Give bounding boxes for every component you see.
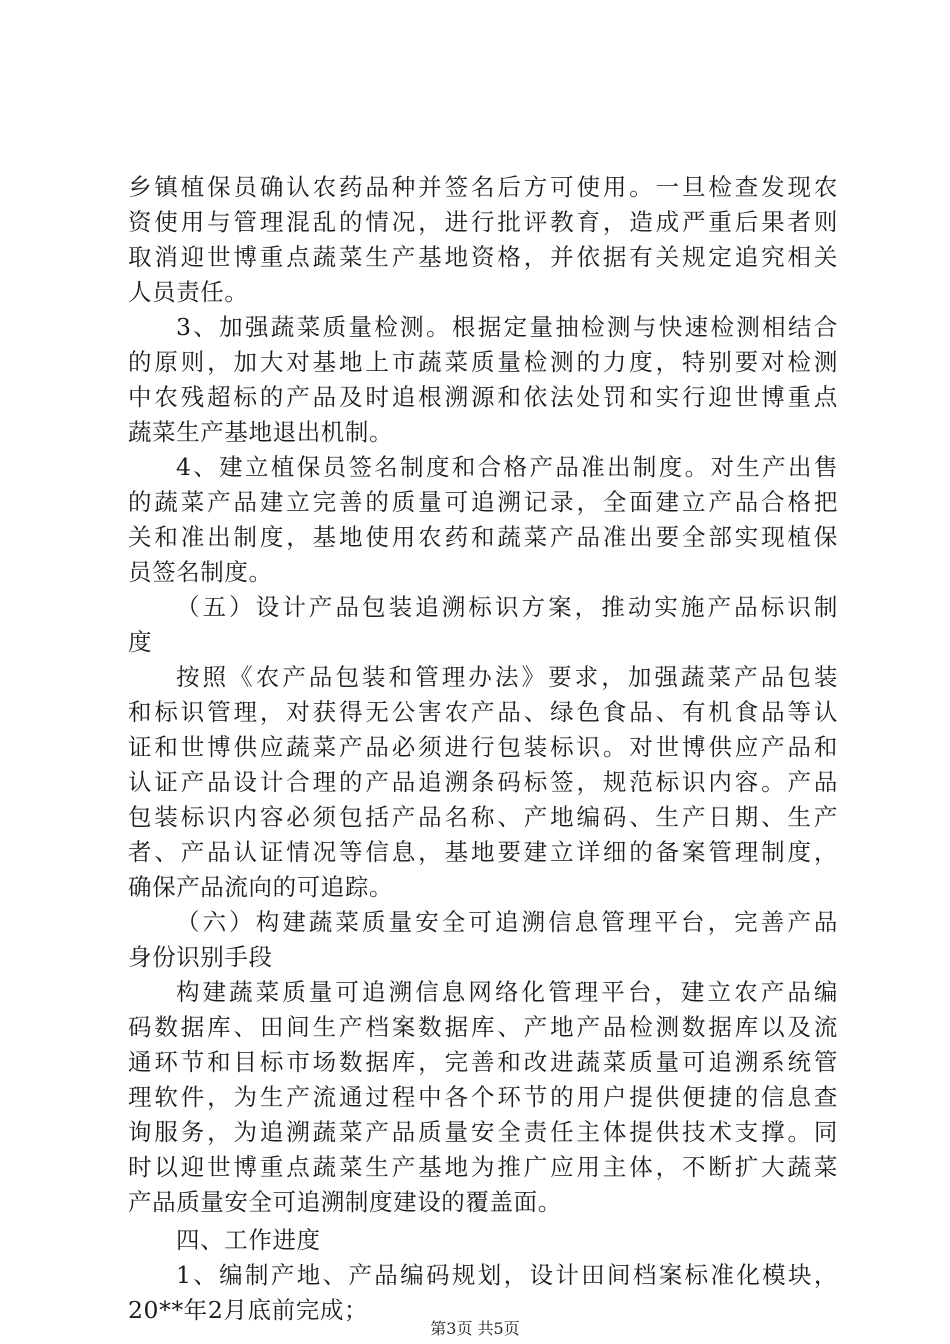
paragraph-3-heading: 3、加强蔬菜质量检测。根据定量抽检测与快速检测相结合 [176, 313, 838, 341]
text-line: 资使用与管理混乱的情况，进行批评教育，造成严重后果者则 [128, 208, 838, 236]
text-line: 人员责任。 [128, 278, 249, 306]
text-line: 证和世博供应蔬菜产品必须进行包装标识。对世博供应产品和 [128, 733, 838, 761]
text-line: 乡镇植保员确认农药品种并签名后方可使用。一旦检查发现农 [128, 173, 838, 201]
text-line: 1、编制产地、产品编码规划，设计田间档案标准化模块， [176, 1261, 838, 1289]
text-line: 确保产品流向的可追踪。 [128, 873, 394, 901]
text-line: 理软件，为生产流通过程中各个环节的用户提供便捷的信息查 [128, 1083, 838, 1111]
text-line: 中农残超标的产品及时追根溯源和依法处罚和实行迎世博重点 [128, 383, 838, 411]
section-6-heading: （六）构建蔬菜质量安全可追溯信息管理平台，完善产品 [176, 908, 838, 936]
text-line: 和标识管理，对获得无公害农产品、绿色食品、有机食品等认 [128, 698, 838, 726]
text-line: 包装标识内容必须包括产品名称、产地编码、生产日期、生产 [128, 803, 838, 831]
text-line: 取消迎世博重点蔬菜生产基地资格，并依据有关规定追究相关 [128, 243, 838, 271]
text-line: 询服务，为追溯蔬菜产品质量安全责任主体提供技术支撑。同 [128, 1118, 838, 1146]
section-4-heading: 四、工作进度 [176, 1226, 321, 1254]
text-line: 码数据库、田间生产档案数据库、产地产品检测数据库以及流 [128, 1013, 838, 1041]
section-6-heading-continued: 身份识别手段 [128, 943, 273, 971]
text-line: 的蔬菜产品建立完善的质量可追溯记录，全面建立产品合格把 [128, 488, 838, 516]
text-line: 构建蔬菜质量可追溯信息网络化管理平台，建立农产品编 [176, 978, 838, 1006]
page-number: 第3页 共5页 [430, 1319, 520, 1338]
text-line: 产品质量安全可追溯制度建设的覆盖面。 [128, 1188, 562, 1216]
section-5-heading-continued: 度 [128, 628, 153, 656]
text-line: 关和准出制度，基地使用农药和蔬菜产品准出要全部实现植保 [128, 523, 838, 551]
text-line: 蔬菜生产基地退出机制。 [128, 418, 394, 446]
text-line: 时以迎世博重点蔬菜生产基地为推广应用主体，不断扩大蔬菜 [128, 1153, 838, 1181]
text-line: 认证产品设计合理的产品追溯条码标签，规范标识内容。产品 [128, 768, 838, 796]
text-line: 员签名制度。 [128, 558, 273, 586]
text-line: 20**年2月底前完成； [128, 1296, 369, 1324]
text-line: 通环节和目标市场数据库，完善和改进蔬菜质量可追溯系统管 [128, 1048, 838, 1076]
text-line: 的原则，加大对基地上市蔬菜质量检测的力度，特别要对检测 [128, 348, 838, 376]
text-line: 者、产品认证情况等信息，基地要建立详细的备案管理制度， [128, 838, 838, 866]
text-line: 按照《农产品包装和管理办法》要求，加强蔬菜产品包装 [176, 663, 838, 691]
section-5-heading: （五）设计产品包装追溯标识方案，推动实施产品标识制 [176, 593, 838, 621]
paragraph-4-heading: 4、建立植保员签名制度和合格产品准出制度。对生产出售 [176, 453, 838, 481]
